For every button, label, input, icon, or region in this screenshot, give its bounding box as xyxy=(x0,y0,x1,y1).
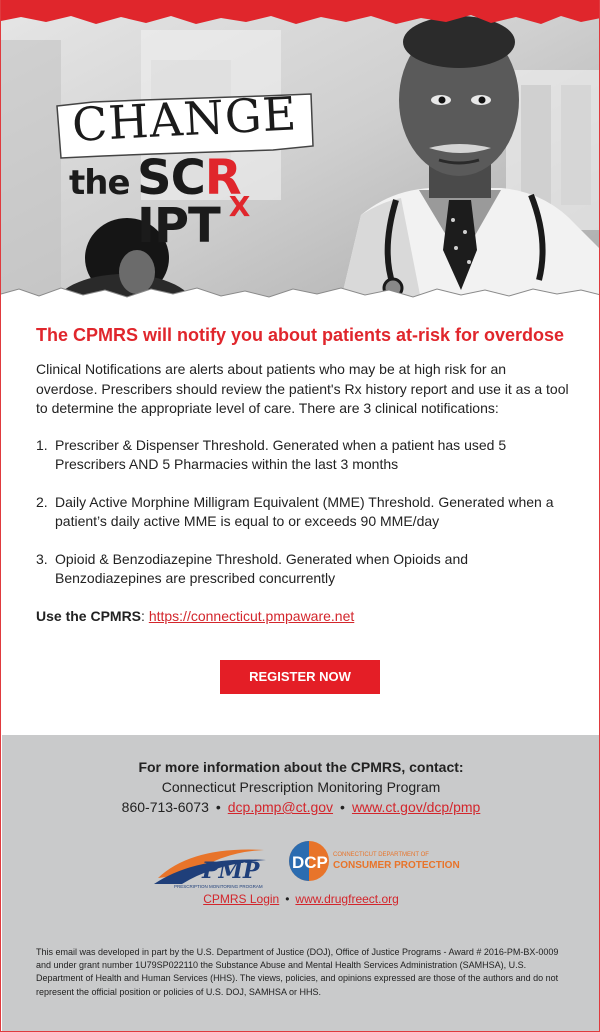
notification-text: Prescriber & Dispenser Threshold. Generated when a patient has used 5 Prescribers AND 5 Pharmacies within the last 3 months xyxy=(55,436,507,472)
register-now-button[interactable]: REGISTER NOW xyxy=(220,660,380,694)
logo-sc: SC xyxy=(137,150,205,206)
pmp-logo-subtitle: PRESCRIPTION MONITORING PROGRAM xyxy=(174,884,263,889)
dcp-logo-text: DCP xyxy=(292,853,328,872)
bullet-separator: • xyxy=(340,799,345,815)
intro-paragraph: Clinical Notifications are alerts about patients who may be at high risk for an overdose. Prescribers should review the patient's Rx history report and use it as a tool to determine the appropriate level of care. There are 3 clinical notifications: xyxy=(36,361,569,416)
change-the-script-logo xyxy=(47,86,317,254)
pmp-logo-text: PMP xyxy=(202,858,260,884)
hero-banner xyxy=(1,0,600,310)
footer xyxy=(2,735,600,1032)
dcp-logo-line2: CONSUMER PROTECTION xyxy=(333,860,460,871)
phone-number: 860-713-6073 xyxy=(121,799,209,815)
headline: The CPMRS will notify you about patients at-risk for overdose xyxy=(36,325,565,345)
disclaimer-text: This email was developed in part by the U.S. Department of Justice (DOJ), Office of Justice Programs - Award # 2016-PM-BX-0009 and under grant number 1U79SP022110 the Substance Abuse and Mental Health Services Administration (SAMHSA), U.S. Department of Health and Human Services (HHS). The views, policies, and opinions expressed are those of the authors and do not represent the official position or policies of U.S. DOJ, SAMHSA or HHS. xyxy=(36,947,559,997)
notification-text: Daily Active Morphine Milligram Equivalent (MME) Threshold. Generated when a patient’s daily active MME is equal to or exceeds 90 MME/day xyxy=(55,493,554,529)
email-link[interactable]: dcp.pmp@ct.gov xyxy=(227,799,334,815)
notification-number: 1. xyxy=(36,436,48,453)
notification-text: Opioid & Benzodiazepine Threshold. Generated when Opioids and Benzodiazepines are prescribed concurrently xyxy=(55,550,469,586)
cpmrs-login-link[interactable]: CPMRS Login xyxy=(203,892,280,906)
logo-script-text xyxy=(137,150,317,254)
contact-block xyxy=(2,757,600,817)
bullet-separator: • xyxy=(285,892,290,906)
logo-r: R xyxy=(204,150,241,206)
contact-line xyxy=(2,797,600,817)
partner-logos xyxy=(2,835,600,895)
doctor-photo xyxy=(301,0,600,300)
use-colon: : xyxy=(141,607,145,624)
notification-number: 2. xyxy=(36,493,48,510)
logo-ipt: IPT xyxy=(137,198,220,254)
program-name: Connecticut Prescription Monitoring Program xyxy=(161,779,441,795)
dcp-logo-line1: CONNECTICUT DEPARTMENT OF xyxy=(333,852,429,858)
main-content xyxy=(36,322,571,626)
notification-item xyxy=(36,550,571,589)
pmp-logo xyxy=(152,838,268,890)
use-cpmrs-label: Use the CPMRS xyxy=(36,607,142,624)
notification-item xyxy=(36,493,571,532)
logo-x: X xyxy=(228,190,250,223)
logo-the-text: the xyxy=(69,163,130,203)
torn-paper-edge xyxy=(1,280,600,310)
footer-links xyxy=(2,891,600,907)
logo-change-text: CHANGE xyxy=(70,86,299,152)
pmpaware-link[interactable]: https://connecticut.pmpaware.net xyxy=(148,607,355,624)
notification-number: 3. xyxy=(36,550,48,567)
use-cpmrs-line xyxy=(36,607,571,626)
torn-red-strip xyxy=(1,0,600,26)
website-link[interactable]: www.ct.gov/dcp/pmp xyxy=(351,799,481,815)
contact-heading: For more information about the CPMRS, contact: xyxy=(138,759,464,775)
drugfree-link[interactable]: www.drugfreect.org xyxy=(295,892,399,906)
dcp-logo xyxy=(285,839,460,883)
bullet-separator: • xyxy=(215,799,221,815)
notification-item xyxy=(36,436,571,475)
